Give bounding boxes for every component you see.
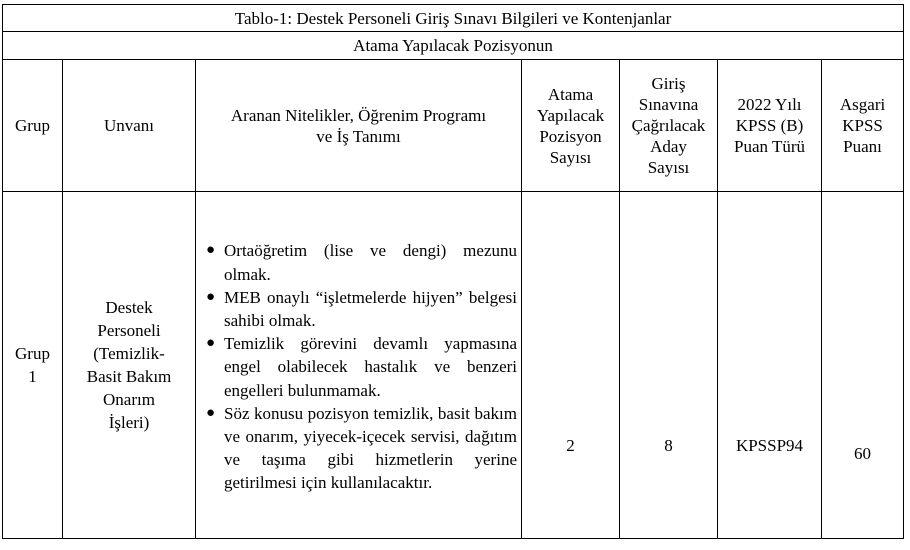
header-min-score-line: Asgari (839, 95, 886, 114)
requirements-list (196, 235, 521, 494)
cell-title-line: Basit Bakım (86, 367, 172, 386)
header-requirements (196, 60, 522, 192)
positions-value: 2 (566, 435, 575, 455)
header-requirements-line1: Aranan Nitelikler, Öğrenim Programı (230, 105, 487, 125)
cell-group (3, 192, 63, 539)
table-title: Tablo-1: Destek Personeli Giriş Sınavı Bilgileri ve Kontenjanlar (3, 5, 904, 32)
header-candidates-line: Çağrılacak (631, 116, 706, 135)
header-candidates-line: Sınavına (638, 95, 699, 114)
bullet-icon: ● (206, 335, 216, 352)
header-positions (522, 60, 620, 192)
header-candidates (620, 60, 718, 192)
cell-title-line: Onarım (103, 390, 155, 409)
header-candidates-line: Sayısı (647, 158, 690, 177)
cell-positions (522, 192, 620, 539)
min-score-value: 60 (854, 443, 872, 463)
cell-title-line: (Temizlik- (93, 344, 165, 363)
header-min-score (822, 60, 904, 192)
list-item (204, 239, 517, 285)
list-item (204, 286, 517, 332)
requirement-text: Temizlik görevini devamlı yapmasına engel olabilecek hastalık ve benzeri engelleri bulunmamak. (224, 334, 517, 400)
header-candidates-line: Giriş (651, 74, 686, 93)
header-min-score-line: KPSS (842, 116, 883, 135)
header-positions-line: Atama (547, 84, 594, 104)
list-item (204, 402, 517, 495)
list-item (204, 332, 517, 402)
header-min-score-line: Puanı (843, 137, 882, 156)
header-positions-line: Pozisyon (539, 126, 602, 146)
bullet-icon: ● (206, 288, 216, 305)
requirement-text: MEB onaylı “işletmelerde hijyen” belgesi sahibi olmak. (224, 287, 517, 330)
requirement-text: Ortaöğretim (lise ve dengi) mezunu olmak. (224, 241, 517, 284)
header-group: Grup (3, 60, 63, 192)
header-requirements-line2: ve İş Tanımı (316, 126, 401, 146)
table-subtitle: Atama Yapılacak Pozisyonun (3, 32, 904, 60)
cell-requirements (196, 192, 522, 539)
header-candidates-line: Aday (650, 137, 687, 156)
table-row (3, 192, 904, 539)
bullet-icon: ● (206, 242, 216, 259)
cell-title (63, 192, 196, 539)
cell-group-line: 1 (28, 367, 37, 386)
cell-title-line: Personeli (97, 321, 161, 340)
quota-table (2, 4, 904, 539)
header-positions-line: Sayısı (549, 147, 592, 167)
cell-title-line: Destek (105, 298, 153, 317)
cell-min-score (822, 192, 904, 539)
cell-score-type (718, 192, 822, 539)
score-type-value: KPSSP94 (735, 435, 804, 455)
header-score-type (718, 60, 822, 192)
candidates-value: 8 (664, 435, 673, 455)
header-title: Unvanı (63, 60, 196, 192)
header-score-type-line: KPSS (B) (735, 116, 804, 135)
cell-group-line: Grup (15, 344, 50, 363)
header-positions-line: Yapılacak (536, 105, 605, 125)
cell-title-line: İşleri) (108, 413, 150, 432)
requirement-text: Söz konusu pozisyon temizlik, basit bakım ve onarım, yiyecek-içecek servisi, dağıtım ve taşıma gibi hizmetlerin yerine getirilmesi için kullanılacaktır. (224, 403, 517, 493)
header-row (3, 60, 904, 192)
header-score-type-line: Puan Türü (734, 137, 805, 156)
table-subtitle-row (3, 32, 904, 60)
bullet-icon: ● (206, 404, 216, 421)
header-score-type-line: 2022 Yılı (737, 95, 802, 114)
table-title-row (3, 5, 904, 32)
cell-candidates (620, 192, 718, 539)
